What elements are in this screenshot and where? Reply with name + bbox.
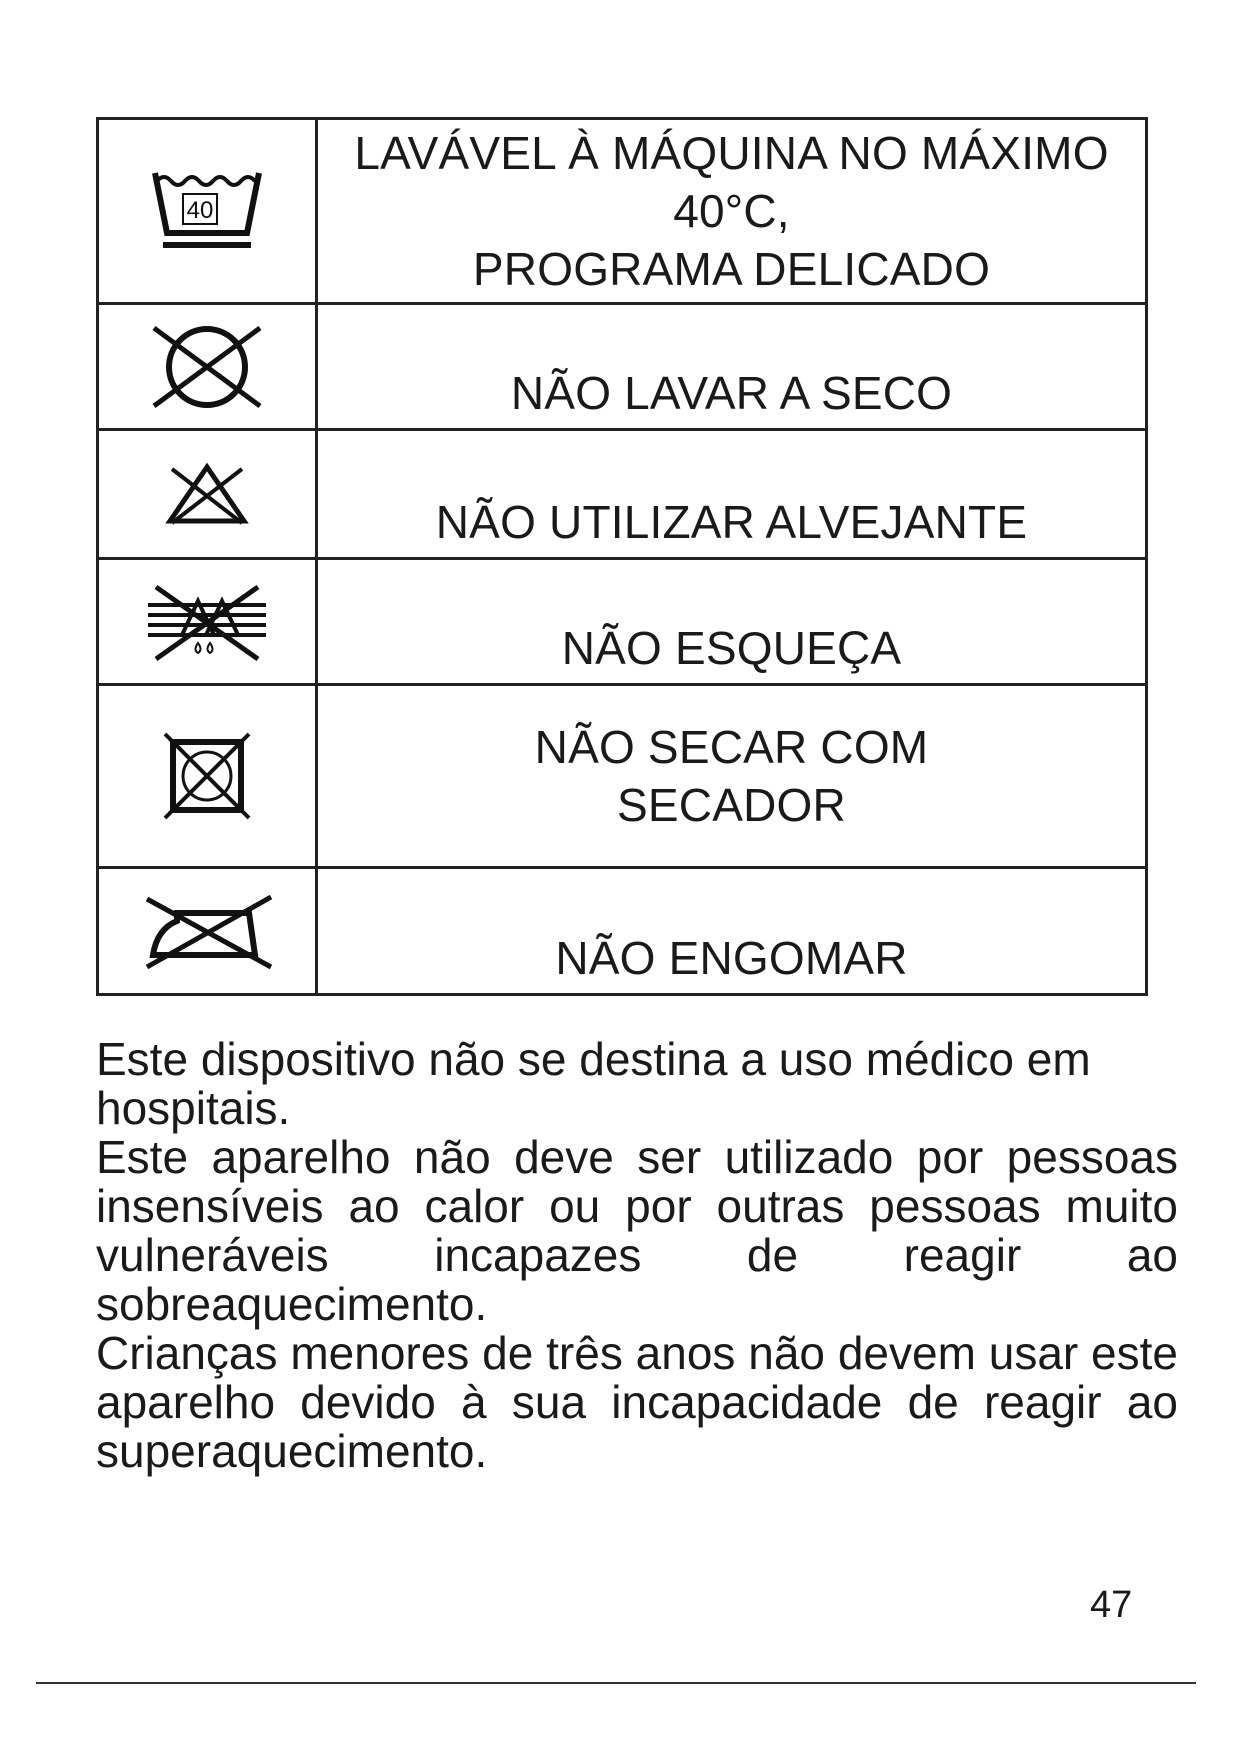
no-bleach-icon — [164, 459, 250, 529]
care-label-line: NÃO UTILIZAR ALVEJANTE — [435, 496, 1028, 548]
no-steam-icon — [142, 579, 272, 665]
care-row-dry-clean — [98, 304, 1147, 430]
safety-notes — [96, 1035, 1178, 1476]
note-paragraph: Este dispositivo não se destina a uso médico em hospitais. — [96, 1033, 1091, 1134]
care-row-steam — [98, 559, 1147, 685]
wash-temperature-number: 40 — [186, 197, 214, 224]
no-dry-clean-icon — [144, 322, 270, 412]
page-number: 47 — [1090, 1584, 1133, 1626]
care-row-wash — [98, 119, 1147, 304]
care-row-bleach — [98, 430, 1147, 559]
care-label-cell — [317, 304, 1147, 430]
care-label-cell — [317, 685, 1147, 868]
care-label-line: 40°C, — [673, 185, 790, 237]
care-label-cell — [317, 868, 1147, 995]
care-row-iron — [98, 868, 1147, 995]
no-iron-icon — [137, 889, 277, 973]
care-label-line: LAVÁVEL À MÁQUINA NO MÁXIMO — [354, 127, 1109, 179]
care-label-line: NÃO SECAR COM — [534, 721, 929, 773]
care-icon-cell — [98, 685, 317, 868]
care-icon-cell — [98, 868, 317, 995]
care-label-line: NÃO ENGOMAR — [555, 932, 908, 984]
note-paragraph: Crianças menores de três anos não devem usar este aparelho devido à sua incapacidade de reagir ao superaquecimento. — [96, 1327, 1178, 1477]
note-paragraph: Este aparelho não deve ser utilizado por pessoas insensíveis ao calor ou por outras pessoas muito vulneráveis incapazes de reagir ao sobreaquecimento. — [96, 1131, 1178, 1330]
care-label-line: SECADOR — [617, 779, 846, 831]
care-label-line: PROGRAMA DELICADO — [472, 243, 991, 295]
no-tumble-dry-icon — [159, 728, 255, 824]
care-instructions-table — [96, 117, 1148, 996]
care-row-tumble-dry — [98, 685, 1147, 868]
care-label-cell — [317, 559, 1147, 685]
care-label-cell — [317, 430, 1147, 559]
care-label-cell — [317, 119, 1147, 304]
footer-divider — [36, 1682, 1196, 1684]
care-label-line: NÃO LAVAR A SECO — [510, 367, 953, 419]
care-icon-cell — [98, 119, 317, 304]
care-label-line: NÃO ESQUEÇA — [561, 622, 902, 674]
wash-40-gentle-icon — [147, 163, 267, 259]
care-icon-cell — [98, 430, 317, 559]
care-icon-cell — [98, 304, 317, 430]
care-icon-cell — [98, 559, 317, 685]
